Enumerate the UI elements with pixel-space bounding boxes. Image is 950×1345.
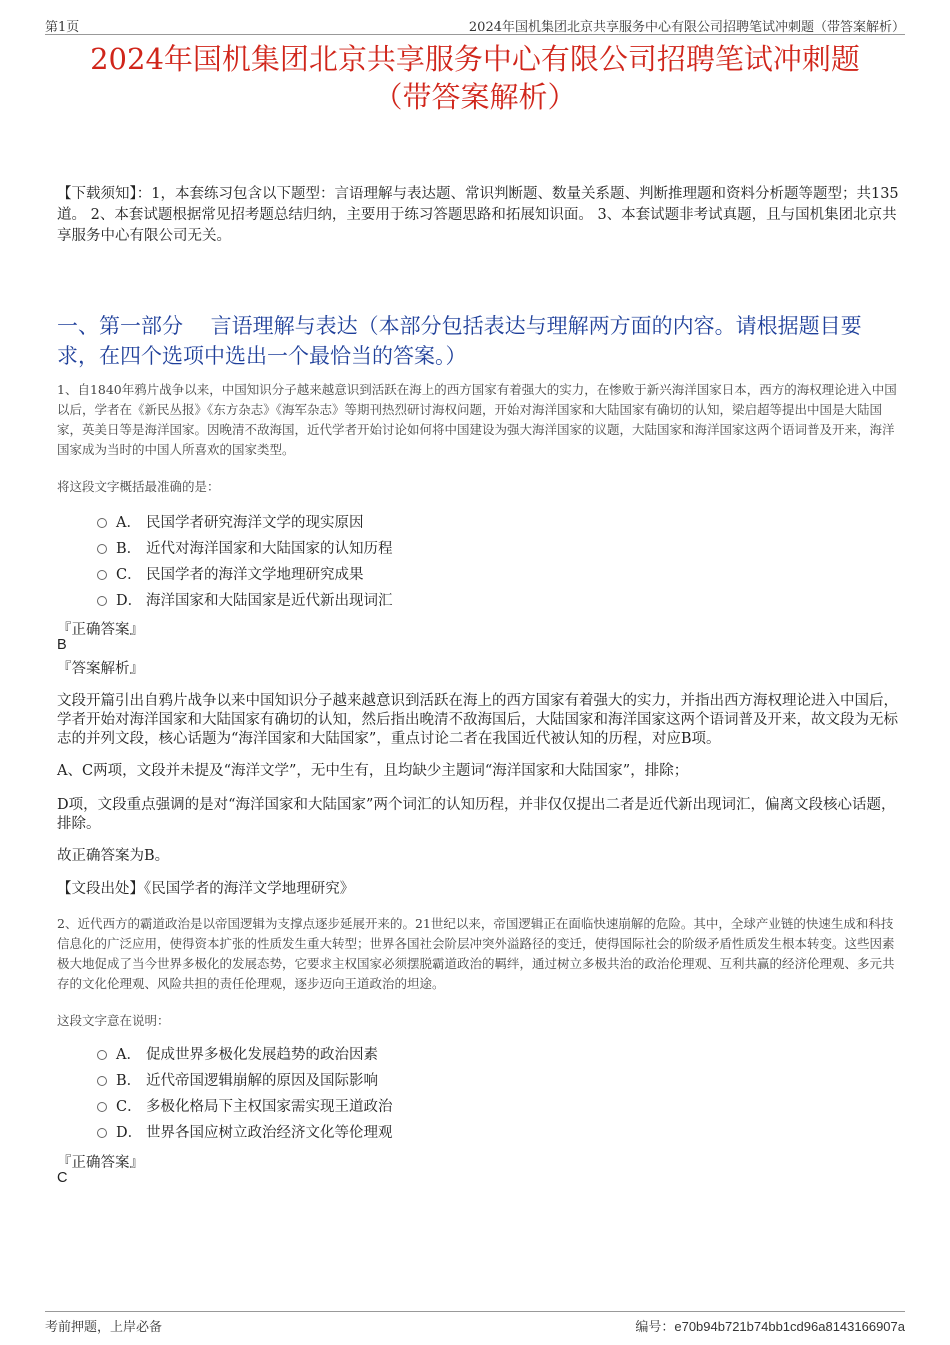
analysis-paragraph-2: A、C两项，文段并未提及“海洋文学”，无中生有，且均缺少主题词“海洋国家和大陆国家”，排除； — [57, 763, 689, 779]
footer-code-label: 编号： — [635, 1320, 675, 1335]
header-doc-title: 2024年国机集团北京共享服务中心有限公司招聘笔试冲刺题（带答案解析） — [468, 20, 905, 35]
option-a[interactable]: A． 促成世界多极化发展趋势的政治因素 — [97, 1040, 393, 1066]
download-notice: 【下载须知】：1，本套练习包含以下题型：言语理解与表达题、常识判断题、数量关系题、判断推理题和资料分析题等题型；共135道。 2、本套试题根据常见招考题总结归纳，主要用于练习答题思路和拓展知识面。 3、本套试题非考试真题，且与国机集团北京共享服务中心有限公司无关。 — [57, 186, 899, 244]
radio-icon[interactable] — [97, 1102, 107, 1112]
option-a[interactable]: A． 民国学者研究海洋文学的现实原因 — [97, 508, 393, 534]
footer-slogan: 考前押题，上岸必备 — [45, 1320, 163, 1335]
question-1-prompt: 将这段文字概括最准确的是： — [57, 479, 220, 494]
option-d[interactable]: D． 海洋国家和大陆国家是近代新出现词汇 — [97, 586, 393, 612]
question-2-answer-label: 『正确答案』 — [57, 1155, 144, 1171]
option-d[interactable]: D． 世界各国应树立政治经济文化等伦理观 — [97, 1118, 393, 1144]
radio-icon[interactable] — [97, 1076, 107, 1086]
analysis-paragraph-4: 故正确答案为B。 — [57, 848, 170, 864]
question-1-answer: B — [57, 637, 67, 653]
footer-code-value: e70b94b721b74bb1cd96a8143166907a — [674, 1319, 905, 1334]
section-heading: 一、第一部分 言语理解与表达（本部分包括表达与理解两方面的内容。请根据题目要求，在四个选项中选出一个最恰当的答案。） — [57, 314, 862, 368]
title-line-1: 2024年国机集团北京共享服务中心有限公司招聘笔试冲刺题 — [90, 42, 860, 76]
option-b[interactable]: B． 近代帝国逻辑崩解的原因及国际影响 — [97, 1066, 393, 1092]
question-1-analysis-label: 『答案解析』 — [57, 661, 144, 677]
option-text: 民国学者的海洋文学地理研究成果 — [146, 566, 364, 583]
radio-icon[interactable] — [97, 596, 107, 606]
document-title — [45, 40, 905, 116]
radio-icon[interactable] — [97, 518, 107, 528]
option-text: 海洋国家和大陆国家是近代新出现词汇 — [146, 592, 393, 609]
option-text: 近代帝国逻辑崩解的原因及国际影响 — [146, 1072, 378, 1089]
option-c[interactable]: C． 民国学者的海洋文学地理研究成果 — [97, 560, 393, 586]
option-text: 近代对海洋国家和大陆国家的认知历程 — [146, 540, 393, 557]
page-header — [45, 14, 905, 35]
question-2-prompt: 这段文字意在说明： — [57, 1013, 170, 1028]
option-b[interactable]: B． 近代对海洋国家和大陆国家的认知历程 — [97, 534, 393, 560]
question-1-answer-label: 『正确答案』 — [57, 622, 144, 638]
option-c[interactable]: C． 多极化格局下主权国家需实现王道政治 — [97, 1092, 393, 1118]
radio-icon[interactable] — [97, 1050, 107, 1060]
radio-icon[interactable] — [97, 544, 107, 554]
option-text: 世界各国应树立政治经济文化等伦理观 — [146, 1124, 393, 1141]
question-2-passage: 2、近代西方的霸道政治是以帝国逻辑为支撑点逐步延展开来的。21世纪以来，帝国逻辑正在面临快速崩解的危险。其中，全球产业链的快速生成和科技信息化的广泛应用，使得资本扩张的性质发生重大转型；世界各国社会阶层冲突外溢路径的变迁，使得国际社会的阶级矛盾性质发生根本转变。这些因素极大地促成了当今世界多极化的发展态势，它要求主权国家必须摆脱霸道政治的羁绊，通过树立多极共治的政治伦理观、互利共赢的经济伦理观、多元共存的文化伦理观、风险共担的责任伦理观，逐步迈向王道政治的坦途。 — [57, 916, 895, 991]
analysis-paragraph-1: 文段开篇引出自鸦片战争以来中国知识分子越来越意识到活跃在海上的西方国家有着强大的实力，并指出西方海权理论进入中国后，学者开始对海洋国家和大陆国家有确切的认知，然后指出晚清不敌海国后，大陆国家和海洋国家这两个语词普及开来，故文段为无标志的并列文段，核心话题为“海洋国家和大陆国家”，重点讨论二者在我国近代被认知的历程，对应B项。 — [57, 693, 898, 747]
radio-icon[interactable] — [97, 570, 107, 580]
option-text: 民国学者研究海洋文学的现实原因 — [146, 514, 364, 531]
option-text: 多极化格局下主权国家需实现王道政治 — [146, 1098, 393, 1115]
page-number: 第1页 — [45, 20, 80, 35]
question-2-options — [97, 1040, 393, 1144]
question-1-options — [97, 508, 393, 612]
footer-code — [635, 1316, 905, 1335]
radio-icon[interactable] — [97, 1128, 107, 1138]
title-line-2: （带答案解析） — [373, 80, 577, 114]
analysis-paragraph-3: D项，文段重点强调的是对“海洋国家和大陆国家”两个词汇的认知历程，并非仅仅提出二者是近代新出现词汇，偏离文段核心话题，排除。 — [57, 797, 896, 832]
analysis-source: 【文段出处】《民国学者的海洋文学地理研究》 — [57, 881, 355, 897]
question-1-passage: 1、自1840年鸦片战争以来，中国知识分子越来越意识到活跃在海上的西方国家有着强大的实力，在惨败于新兴海洋国家日本，西方的海权理论进入中国以后，学者在《新民丛报》《东方杂志》《海军杂志》等期刊热烈研讨海权问题，开始对海洋国家和大陆国家有确切的认知，梁启超等提出中国是大陆国家，英美日等是海洋国家。因晚清不敌海国，近代学者开始讨论如何将中国建设为强大海洋国家的议题，大陆国家和海洋国家这两个语词普及开来，海洋国家成为当时的中国人所喜欢的国家类型。 — [57, 382, 897, 457]
page-footer — [45, 1311, 905, 1336]
option-text: 促成世界多极化发展趋势的政治因素 — [146, 1046, 378, 1063]
question-2-answer: C — [57, 1170, 68, 1186]
